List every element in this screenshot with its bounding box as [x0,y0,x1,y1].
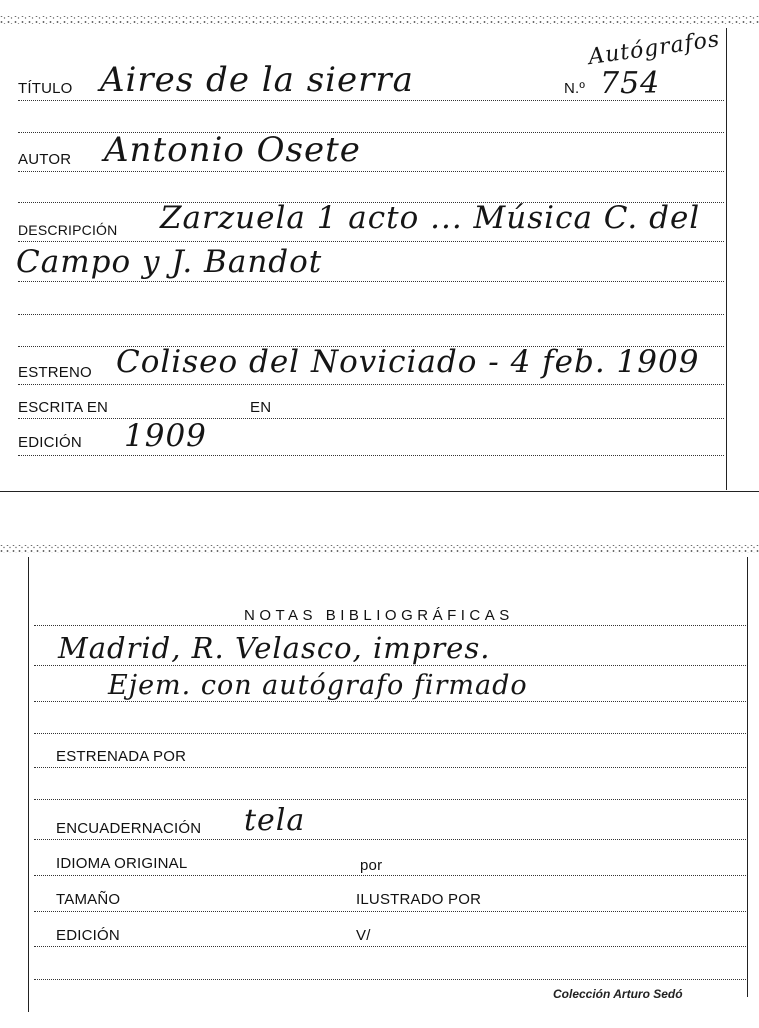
descripcion-label: DESCRIPCIÓN [18,222,118,238]
escrita-en-label: ESCRITA EN [18,399,109,416]
card-right-border [726,28,727,490]
edicion-value: 1909 [124,418,207,454]
edicion-label: EDICIÓN [18,434,82,451]
spacer-line-5 [34,979,746,980]
catalog-card-top [0,0,759,500]
autor-value: Antonio Osete [104,130,361,170]
autor-line [18,171,724,172]
titulo-value: Aires de la sierra [100,60,414,100]
idioma-por-label: por [360,857,383,874]
descripcion-line2: Campo y J. Bandot [16,244,323,280]
autor-label: AUTOR [18,151,72,168]
estrenada-line [34,767,746,768]
descripcion-line-b [18,281,724,282]
idioma-original-label: IDIOMA ORIGINAL [56,855,188,872]
encuadernacion-value: tela [244,803,306,838]
notes-line-a [34,665,746,666]
notes-line2: Ejem. con autógrafo firmado [108,670,528,701]
encuadernacion-label: ENCUADERNACIÓN [56,820,202,837]
notes-line1: Madrid, R. Velasco, impres. [58,631,491,665]
encuadernacion-line [34,839,746,840]
estreno-line [18,384,724,385]
escrita-en-en-label: EN [250,399,272,416]
card-right-border-bottom [747,557,748,997]
edicion-bottom-line [34,946,746,947]
catalog-card-bottom [0,535,759,1028]
estreno-value: Coliseo del Noviciado - 4 feb. 1909 [116,344,700,380]
idioma-line [34,875,746,876]
spacer-line-4 [34,799,746,800]
tamano-label: TAMAÑO [56,891,121,908]
titulo-label: TÍTULO [18,80,73,97]
numero-value: 754 [600,66,661,101]
ilustrado-por-label: ILUSTRADO POR [356,891,482,908]
descripcion-line1: Zarzuela 1 acto ... Música C. del [160,200,701,236]
corner-note: Autógrafos [586,26,722,71]
notas-heading: NOTAS BIBLIOGRÁFICAS [244,607,514,624]
numero-label: N.º [564,80,586,97]
notes-line-b [34,701,746,702]
edicion-v-label: V/ [356,927,371,944]
edicion-bottom-label: EDICIÓN [56,927,120,944]
scan-edge-noise [0,14,759,26]
titulo-line [18,100,724,101]
descripcion-line-c [18,314,724,315]
card-left-border [28,557,29,1012]
collection-footer: Colección Arturo Sedó [553,987,683,1001]
estreno-label: ESTRENO [18,364,92,381]
descripcion-line-a [18,241,724,242]
estrenada-por-label: ESTRENADA POR [56,748,187,765]
edicion-line [18,455,724,456]
scan-edge-noise-bottom [0,543,759,555]
notes-line-c [34,733,746,734]
heading-line [34,625,746,626]
card-bottom-edge [0,491,759,492]
tamano-line [34,911,746,912]
